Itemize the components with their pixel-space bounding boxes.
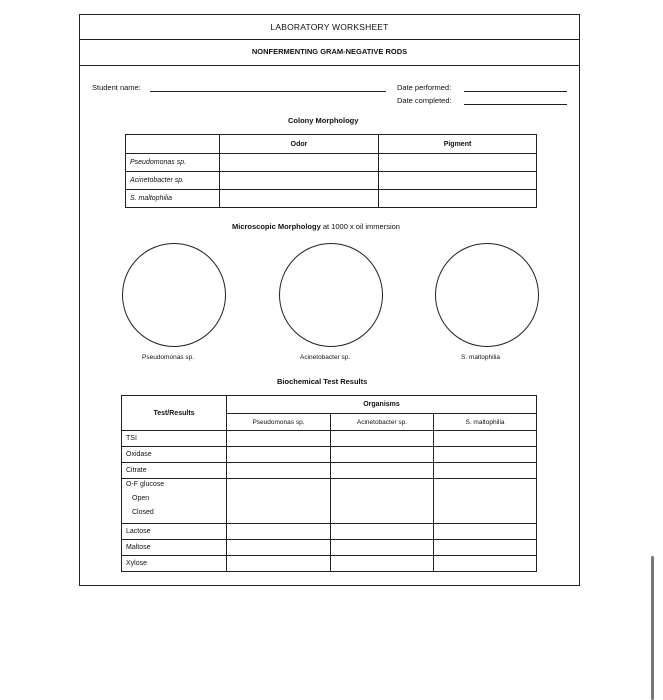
pigment-cell[interactable]	[379, 154, 537, 172]
result-cell[interactable]	[227, 447, 331, 463]
table-row	[122, 556, 537, 572]
result-cell[interactable]	[331, 524, 434, 540]
result-cell[interactable]	[331, 431, 434, 447]
organism-header: S. maltophilia	[434, 414, 537, 431]
table-row	[126, 172, 537, 190]
table-row	[126, 154, 537, 172]
biochemical-results-title: Biochemical Test Results	[277, 377, 368, 386]
row-label: Pseudomonas sp.	[126, 154, 220, 172]
result-cell[interactable]	[434, 447, 537, 463]
result-cell[interactable]	[434, 540, 537, 556]
result-cell[interactable]	[227, 463, 331, 479]
vertical-scrollbar[interactable]	[651, 556, 654, 700]
circle-label: Acinetobacter sp.	[300, 354, 351, 361]
result-cell[interactable]	[434, 431, 537, 447]
test-name: Maltose	[122, 540, 227, 556]
colony-morphology-title: Colony Morphology	[288, 116, 359, 125]
result-cell[interactable]	[434, 556, 537, 572]
table-row	[122, 431, 537, 447]
result-cell[interactable]	[227, 431, 331, 447]
drawing-circle-acinetobacter[interactable]	[279, 243, 383, 347]
table-row	[122, 540, 537, 556]
result-cell[interactable]	[434, 479, 537, 524]
result-cell[interactable]	[331, 479, 434, 524]
result-cell[interactable]	[227, 479, 331, 524]
result-cell[interactable]	[434, 524, 537, 540]
column-pigment: Pigment	[379, 135, 537, 154]
worksheet-title: LABORATORY WORKSHEET	[80, 15, 579, 40]
worksheet-subtitle: NONFERMENTING GRAM-NEGATIVE RODS	[80, 40, 579, 66]
row-label: Acinetobacter sp.	[126, 172, 220, 190]
column-test-results: Test/Results	[122, 396, 227, 431]
student-name-label: Student name:	[92, 83, 141, 92]
organism-header: Acinetobacter sp.	[331, 414, 434, 431]
result-cell[interactable]	[331, 556, 434, 572]
result-cell[interactable]	[227, 540, 331, 556]
test-name: TSI	[122, 431, 227, 447]
table-row	[122, 524, 537, 540]
column-organisms: Organisms	[227, 396, 537, 414]
circle-label: S. maltophilia	[461, 354, 501, 361]
date-completed-label: Date completed:	[397, 96, 452, 105]
microscopic-title-detail: at 1000 x oil immersion	[320, 222, 400, 231]
date-performed-label: Date performed:	[397, 83, 452, 92]
pigment-cell[interactable]	[379, 172, 537, 190]
colony-morphology-table	[125, 134, 537, 208]
drawing-circle-maltophilia[interactable]	[435, 243, 539, 347]
table-row	[122, 463, 537, 479]
test-name: Oxidase	[122, 447, 227, 463]
result-cell[interactable]	[331, 463, 434, 479]
student-name-field[interactable]	[150, 91, 386, 92]
biochemical-results-table	[121, 395, 537, 572]
test-subname: Closed	[132, 509, 154, 516]
microscopic-morphology-title	[232, 222, 400, 231]
table-row	[122, 447, 537, 463]
date-completed-field[interactable]	[464, 104, 567, 105]
test-name: O-F glucose	[126, 481, 165, 488]
result-cell[interactable]	[227, 556, 331, 572]
organism-header: Pseudomonas sp.	[227, 414, 331, 431]
result-cell[interactable]	[227, 524, 331, 540]
result-cell[interactable]	[331, 447, 434, 463]
table-row	[122, 479, 537, 524]
odor-cell[interactable]	[220, 190, 379, 208]
microscopic-title-main: Microscopic Morphology	[232, 222, 321, 231]
test-name: Xylose	[122, 556, 227, 572]
worksheet	[79, 14, 580, 586]
date-performed-field[interactable]	[464, 91, 567, 92]
test-name: Lactose	[122, 524, 227, 540]
odor-cell[interactable]	[220, 154, 379, 172]
row-label: S. maltophilia	[126, 190, 220, 208]
table-row	[126, 190, 537, 208]
test-name: Citrate	[122, 463, 227, 479]
pigment-cell[interactable]	[379, 190, 537, 208]
drawing-circle-pseudomonas[interactable]	[122, 243, 226, 347]
result-cell[interactable]	[434, 463, 537, 479]
odor-cell[interactable]	[220, 172, 379, 190]
result-cell[interactable]	[331, 540, 434, 556]
table-header-empty	[126, 135, 220, 154]
test-subname: Open	[132, 495, 150, 502]
circle-label: Pseudomonas sp.	[142, 354, 195, 361]
test-name-of-glucose	[122, 479, 227, 524]
column-odor: Odor	[220, 135, 379, 154]
